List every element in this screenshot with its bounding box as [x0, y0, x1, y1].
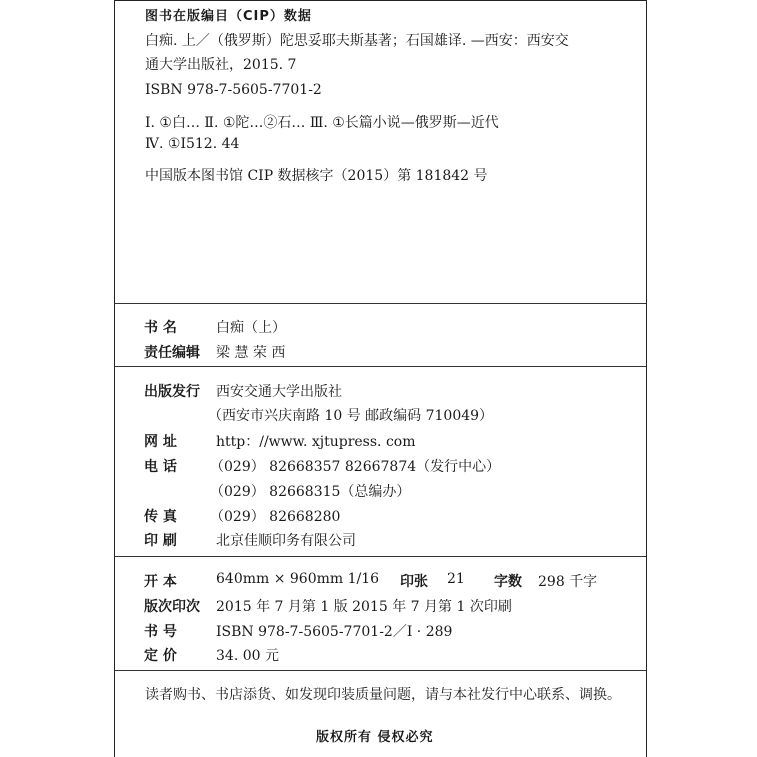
edition-label: 版次印次	[144, 599, 200, 615]
website-value: http：//www. xjtupress. com	[216, 434, 416, 450]
editor-value: 梁 慧 荣 西	[216, 345, 286, 361]
printer-label: 印 刷	[144, 533, 177, 549]
reader-notice: 读者购书、书店添货、如发现印装质量问题，请与本社发行中心联系、调换。	[145, 687, 621, 703]
phone-value-1: （029） 82668357 82667874（发行中心）	[210, 459, 501, 475]
cip-record-number: 中国版本图书馆 CIP 数据核字（2015）第 181842 号	[145, 168, 488, 184]
fax-value: （029） 82668280	[210, 509, 341, 525]
cip-classification-1: Ⅰ. ①白… Ⅱ. ①陀…②石… Ⅲ. ①长篇小说—俄罗斯—近代	[145, 115, 499, 131]
book-title-value: 白痴（上）	[216, 320, 286, 336]
website-label: 网 址	[144, 434, 177, 450]
divider-top	[115, 303, 646, 304]
book-number-label: 书 号	[144, 624, 177, 640]
cip-classification-2: Ⅳ. ①I512. 44	[145, 136, 240, 152]
book-title-label: 书 名	[144, 320, 177, 336]
book-number-value: ISBN 978-7-5605-7701-2／I · 289	[216, 624, 453, 640]
editor-label: 责任编辑	[144, 345, 200, 361]
cip-line-2: 通大学出版社，2015. 7	[145, 57, 297, 73]
divider-3	[115, 556, 646, 557]
publisher-label: 出版发行	[144, 384, 200, 400]
printer-value: 北京佳顺印务有限公司	[216, 533, 356, 549]
cip-isbn: ISBN 978-7-5605-7701-2	[145, 82, 322, 98]
format-value: 640mm × 960mm 1/16	[216, 571, 380, 587]
price-label: 定 价	[144, 648, 177, 664]
phone-value-2: （029） 82668315（总编办）	[210, 484, 411, 500]
publisher-value: 西安交通大学出版社	[216, 384, 342, 400]
word-count-label: 字数	[494, 574, 522, 590]
cip-line-1: 白痴. 上／（俄罗斯）陀思妥耶夫斯基著；石国雄译. —西安：西安交	[145, 33, 569, 49]
publisher-address: （西安市兴庆南路 10 号 邮政编码 710049）	[208, 408, 494, 424]
price-value: 34. 00 元	[216, 648, 279, 664]
format-label: 开 本	[144, 574, 177, 590]
phone-label: 电 话	[144, 459, 177, 475]
word-count-value: 298 千字	[538, 574, 598, 590]
divider-4	[115, 670, 646, 671]
fax-label: 传 真	[144, 509, 177, 525]
sheets-label: 印张	[400, 574, 428, 590]
sheets-value: 21	[447, 571, 465, 587]
divider-2	[115, 366, 646, 367]
cip-title: 图书在版编目（CIP）数据	[145, 9, 312, 24]
edition-value: 2015 年 7 月第 1 版 2015 年 7 月第 1 次印刷	[216, 599, 512, 615]
copyright-notice: 版权所有 侵权必究	[316, 730, 434, 745]
